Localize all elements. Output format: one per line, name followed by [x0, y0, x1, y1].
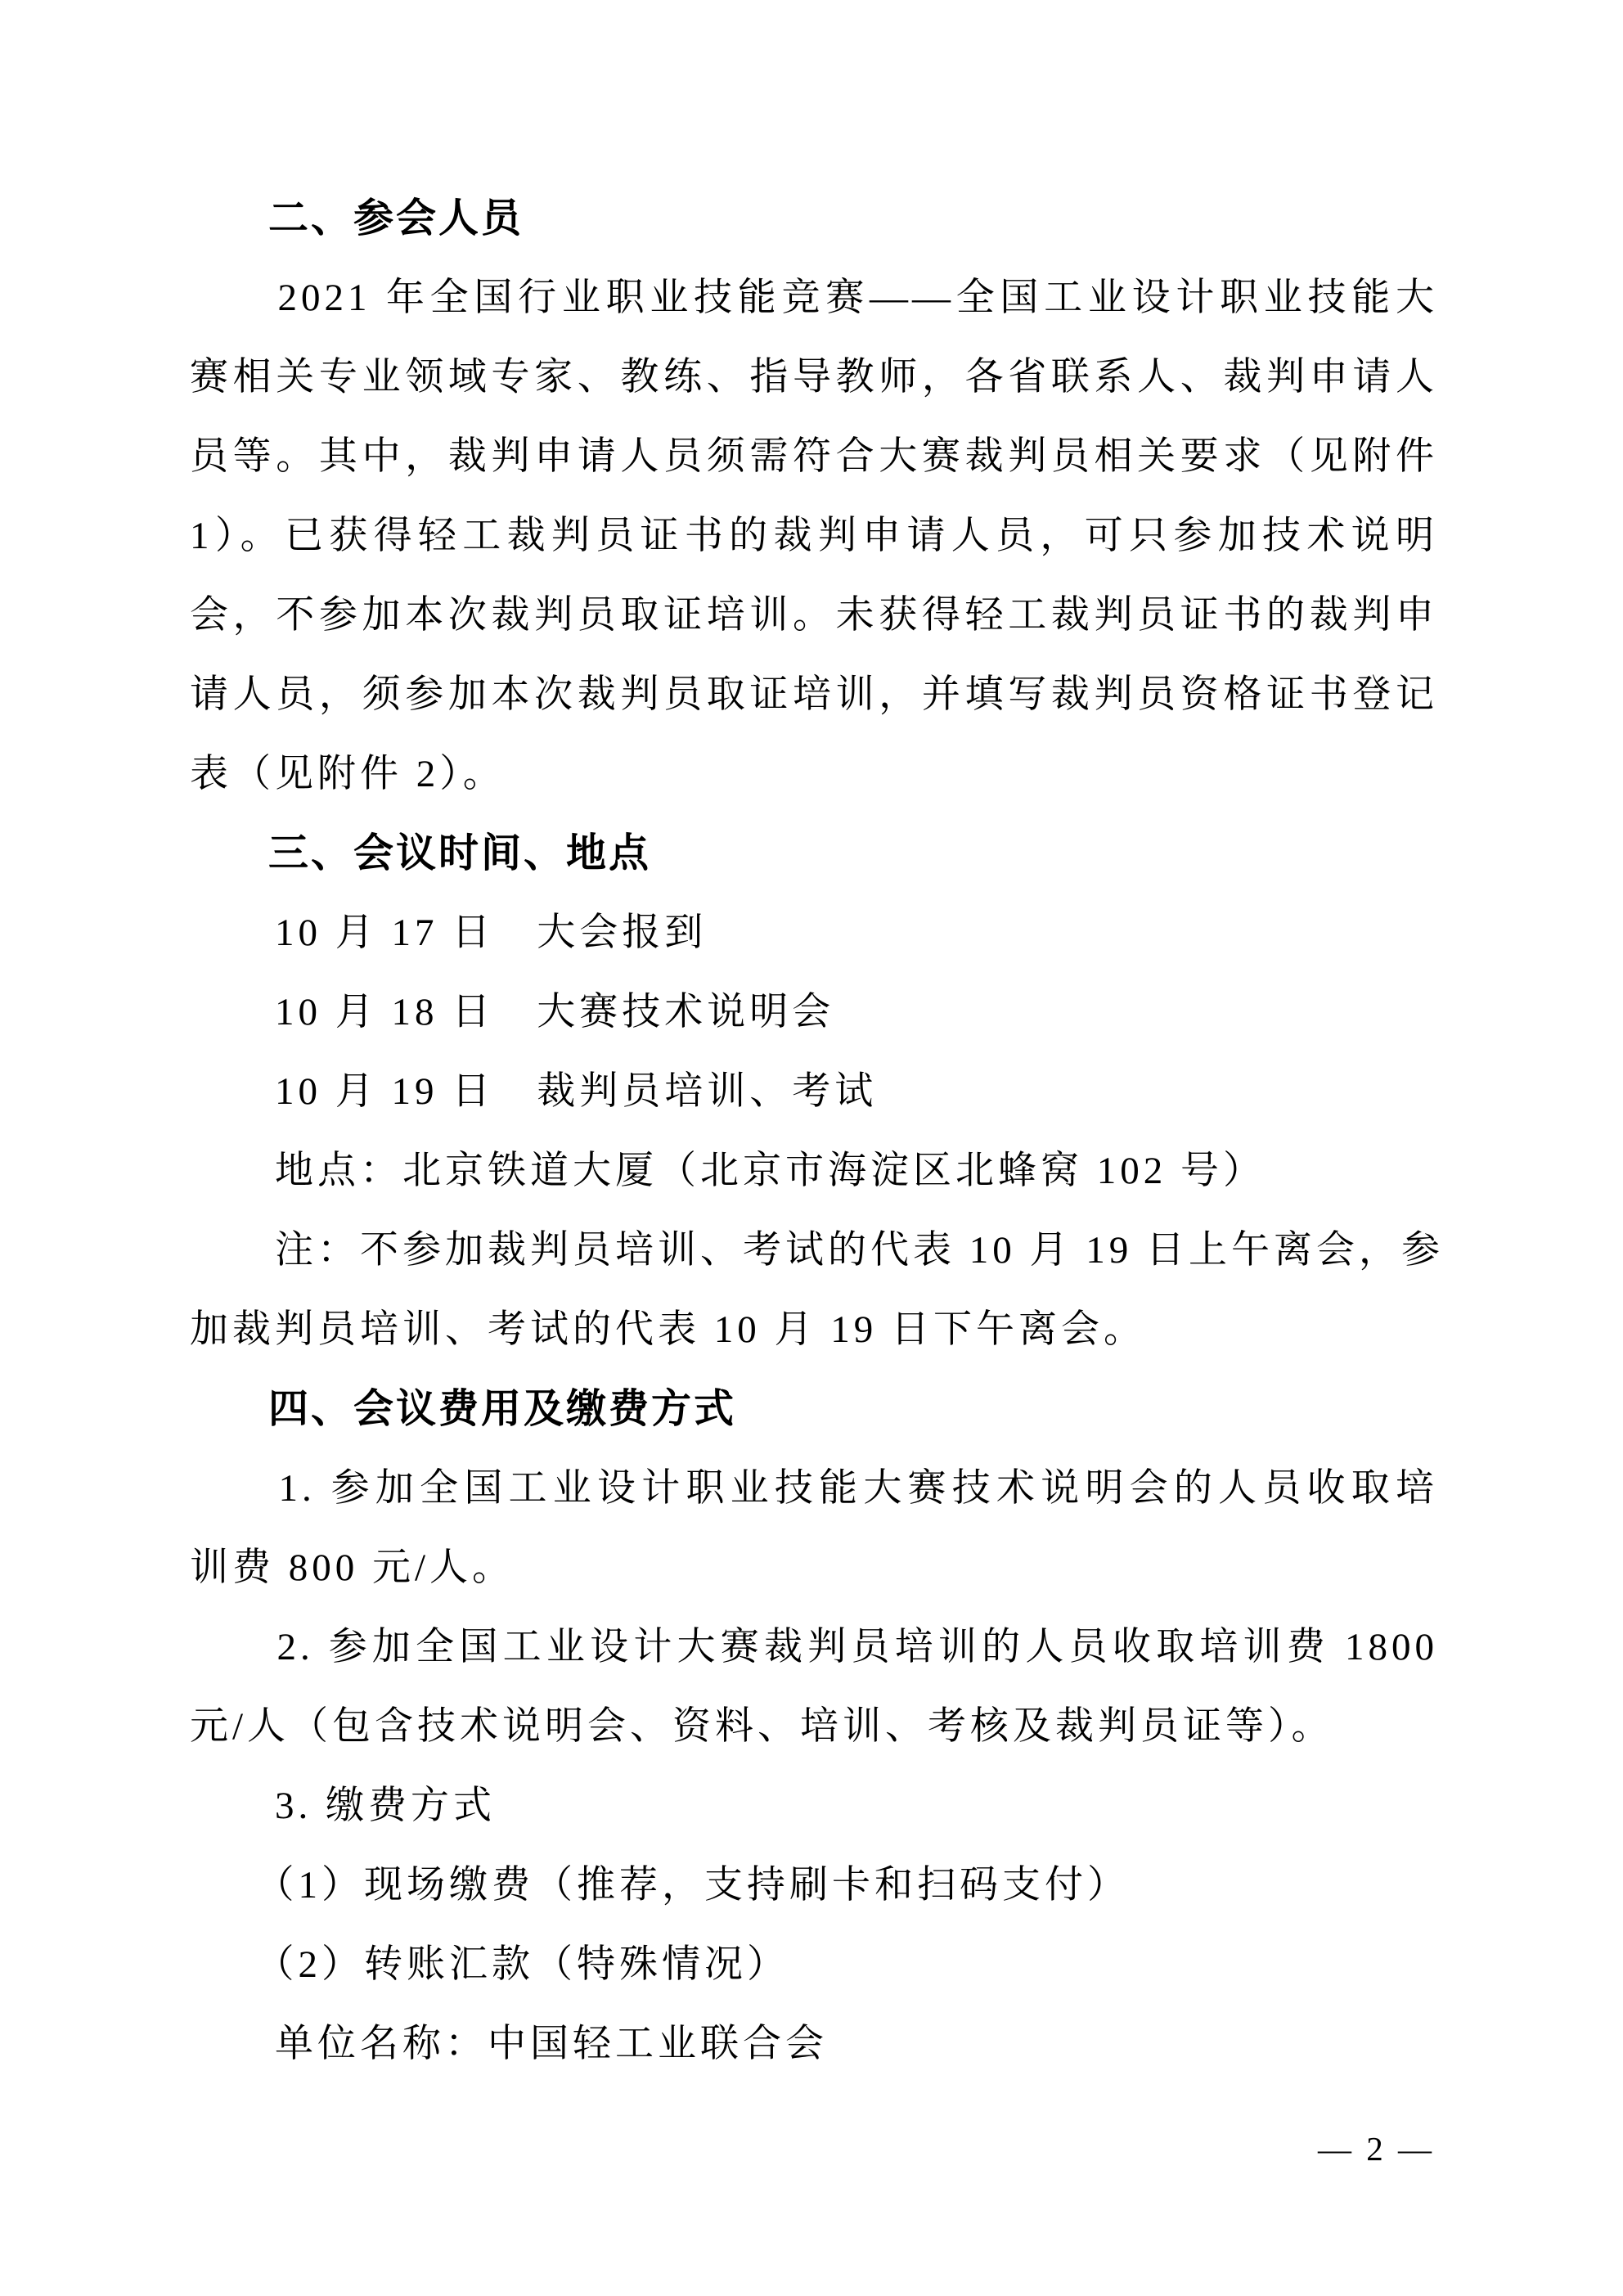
paragraph	[190, 1132, 1438, 1211]
text-line: （2）转账汇款（特殊情况）	[190, 1943, 789, 1986]
text-line: 10 月 19 日 裁判员培训、考试	[190, 1070, 878, 1113]
paragraph	[190, 1846, 1438, 1925]
text-line: 元/人（包含技术说明会、资料、培训、考核及裁判员证等）。	[190, 1705, 1334, 1748]
page-number: — 2 —	[1318, 2130, 1435, 2168]
paragraph	[190, 894, 1438, 973]
paragraph	[190, 1052, 1438, 1132]
text-line: 2021 年全国行业职业技能竞赛——全国工业设计职业技能大	[190, 277, 1438, 319]
text-line: （1）现场缴费（推荐，支持刷卡和扫码支付）	[190, 1864, 1130, 1907]
paragraph	[190, 1608, 1438, 1767]
text-line: 2. 参加全国工业设计大赛裁判员培训的人员收取培训费 1800	[190, 1626, 1438, 1668]
paragraph	[190, 1925, 1438, 2005]
section-heading: 二、参会人员	[268, 196, 524, 241]
section-heading: 四、会议费用及缴费方式	[268, 1387, 737, 1431]
text-line: 注：不参加裁判员培训、考试的代表 10 月 19 日上午离会，参	[190, 1229, 1444, 1272]
paragraph	[190, 1211, 1444, 1370]
text-line: 表（见附件 2）。	[190, 753, 506, 795]
document-body	[190, 179, 1444, 2084]
section	[190, 179, 1438, 814]
text-line: 1. 参加全国工业设计职业技能大赛技术说明会的人员收取培	[190, 1467, 1438, 1510]
text-line: 请人员，须参加本次裁判员取证培训，并填写裁判员资格证书登记	[190, 673, 1438, 716]
paragraph	[190, 1767, 1438, 1846]
text-line: 赛相关专业领域专家、教练、指导教师，各省联系人、裁判申请人	[190, 356, 1438, 398]
section	[190, 814, 1444, 1370]
paragraph	[190, 1449, 1438, 1608]
text-line: 10 月 18 日 大赛技术说明会	[190, 991, 835, 1033]
text-line: 会，不参加本次裁判员取证培训。未获得轻工裁判员证书的裁判申	[190, 594, 1438, 637]
text-line: 员等。其中，裁判申请人员须需符合大赛裁判员相关要求（见附件	[190, 435, 1438, 478]
section	[190, 1370, 1438, 2084]
paragraph	[190, 973, 1438, 1052]
paragraph	[190, 259, 1438, 814]
section-heading: 三、会议时间、地点	[268, 831, 652, 876]
paragraph	[190, 2005, 1438, 2084]
text-line: 单位名称：中国轻工业联合会	[190, 2023, 828, 2065]
text-line: 训费 800 元/人。	[190, 1546, 515, 1589]
text-line: 3. 缴费方式	[190, 1785, 496, 1827]
text-line: 1）。已获得轻工裁判员证书的裁判申请人员，可只参加技术说明	[190, 515, 1438, 557]
text-line: 10 月 17 日 大会报到	[190, 912, 708, 954]
text-line: 地点：北京铁道大厦（北京市海淀区北蜂窝 102 号）	[190, 1150, 1266, 1192]
text-line: 加裁判员培训、考试的代表 10 月 19 日下午离会。	[190, 1308, 1146, 1351]
